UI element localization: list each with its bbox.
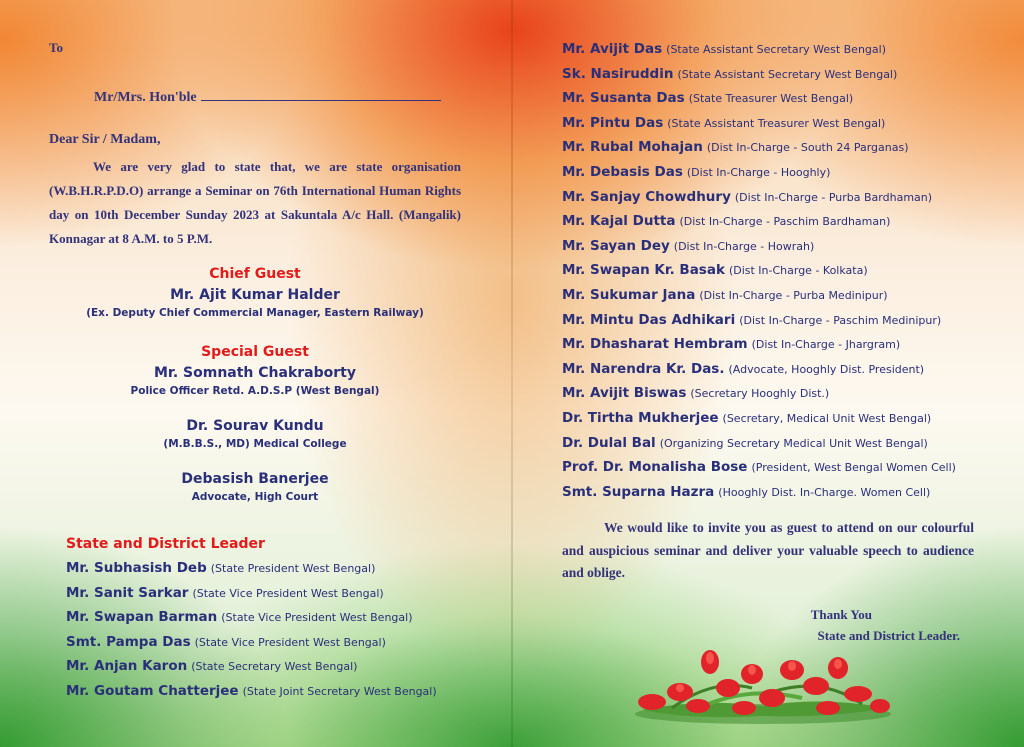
leader-name: Sk. Nasiruddin xyxy=(562,65,674,82)
leader-role: (State President West Bengal) xyxy=(210,562,376,575)
leader-role: (President, West Bengal Women Cell) xyxy=(751,461,956,475)
leader-role: (State Treasurer West Bengal) xyxy=(688,92,854,106)
leader-role: (Dist In-Charge - Hooghly) xyxy=(686,165,831,179)
leader-item xyxy=(562,138,956,163)
leaders-list-left xyxy=(66,559,437,707)
invitation-paragraph xyxy=(49,155,461,251)
special-guest-block xyxy=(60,344,450,503)
leader-role: (State Joint Secretary West Bengal) xyxy=(242,684,437,698)
salutation-prefix: Mr/Mrs. Hon'ble xyxy=(94,90,197,105)
closing-paragraph xyxy=(562,517,974,585)
leader-role: (Dist In-Charge - Howrah) xyxy=(673,239,815,253)
leader-name: Mr. Sanit Sarkar xyxy=(66,584,189,601)
leader-item xyxy=(562,483,956,508)
leader-role: (State Assistant Treasurer West Bengal) xyxy=(667,116,886,130)
closing-text: We would like to invite you as guest to attend on our colourful and auspicious seminar and deliver your valuable speech to audience and oblige. xyxy=(562,520,974,580)
leaders-list-right xyxy=(562,40,956,507)
leader-name: Mr. Sanjay Chowdhury xyxy=(562,188,731,205)
leader-role: (State Vice President West Bengal) xyxy=(192,586,384,600)
leader-item xyxy=(562,335,956,360)
leader-name: Mr. Mintu Das Adhikari xyxy=(562,311,736,328)
leader-item xyxy=(562,163,956,188)
leader-name: Mr. Sukumar Jana xyxy=(562,286,696,303)
leader-name: Smt. Pampa Das xyxy=(66,633,191,650)
leader-name: Mr. Narendra Kr. Das. xyxy=(562,360,725,377)
signoff: State and District Leader. xyxy=(817,628,960,643)
leader-role: (Secretary Hooghly Dist.) xyxy=(690,387,830,401)
leaders-heading: State and District Leader xyxy=(66,536,265,552)
leader-role: (Dist In-Charge - Jhargram) xyxy=(751,338,901,352)
leader-item xyxy=(562,65,956,90)
leader-role: (State Secretary West Bengal) xyxy=(191,660,358,674)
leader-item xyxy=(562,458,956,483)
leader-role: (Advocate, Hooghly Dist. President) xyxy=(728,362,925,376)
leader-name: Mr. Anjan Karon xyxy=(66,658,188,675)
leader-name: Mr. Swapan Barman xyxy=(66,609,218,626)
special-guest-detail: (M.B.B.S., MD) Medical College xyxy=(163,438,347,450)
leader-name: Mr. Susanta Das xyxy=(562,90,685,107)
special-guest-detail: Police Officer Retd. A.D.S.P (West Bengal) xyxy=(130,385,380,397)
chief-guest-heading: Chief Guest xyxy=(209,266,301,282)
leader-item xyxy=(562,409,956,434)
leader-item xyxy=(562,286,956,311)
special-guest-detail: Advocate, High Court xyxy=(191,491,319,503)
special-guest-name: Dr. Sourav Kundu xyxy=(186,418,324,434)
invitation-body: We are very glad to state that, we are state organisation (W.B.H.R.P.D.O) arrange a Seminar on 76th International Human Rights day on 10th December Sunday 2023 at Sakuntala A/c Hall. (Mangalik) Konnagar at 8 A.M. to 5 P.M. xyxy=(49,159,461,246)
leader-role: (State Assistant Secretary West Bengal) xyxy=(677,67,898,81)
special-guest-name: Debasish Banerjee xyxy=(181,471,329,487)
leader-item xyxy=(562,311,956,336)
tulip-bouquet-icon xyxy=(632,648,894,728)
greeting: Dear Sir / Madam, xyxy=(49,132,161,147)
leader-name: Smt. Suparna Hazra xyxy=(562,483,715,500)
leader-name: Mr. Kajal Dutta xyxy=(562,213,676,230)
leader-item xyxy=(66,657,437,682)
leader-name: Mr. Avijit Das xyxy=(562,41,663,57)
leader-item xyxy=(66,584,437,609)
salutation-line xyxy=(94,86,441,106)
leader-role: (State Assistant Secretary West Bengal) xyxy=(666,43,886,56)
leader-name: Mr. Subhasish Deb xyxy=(66,560,207,576)
leader-item xyxy=(66,633,437,658)
leader-item xyxy=(66,608,437,633)
leader-name: Mr. Pintu Das xyxy=(562,114,664,131)
leader-item xyxy=(562,384,956,409)
leader-role: (Dist In-Charge - Purba Bardhaman) xyxy=(734,190,933,204)
leader-name: Prof. Dr. Monalisha Bose xyxy=(562,459,748,476)
leader-name: Mr. Swapan Kr. Basak xyxy=(562,262,725,279)
leader-role: (Organizing Secretary Medical Unit West Bengal) xyxy=(659,436,928,450)
leader-item xyxy=(562,40,956,65)
leader-role: (Dist In-Charge - South 24 Parganas) xyxy=(706,141,909,155)
leader-name: Dr. Tirtha Mukherjee xyxy=(562,409,719,426)
leader-item xyxy=(66,559,437,584)
leader-item xyxy=(66,682,437,707)
chief-guest-block xyxy=(60,266,450,319)
leader-role: (Hooghly Dist. In-Charge. Women Cell) xyxy=(718,485,931,499)
thank-you: Thank You xyxy=(810,607,872,622)
leader-name: Mr. Rubal Mohajan xyxy=(562,139,703,156)
leader-item xyxy=(562,261,956,286)
leader-item xyxy=(562,212,956,237)
name-blank-line xyxy=(201,86,441,101)
leader-role: (State Vice President West Bengal) xyxy=(194,635,386,649)
center-fold xyxy=(511,0,513,747)
leader-role: (Dist In-Charge - Paschim Medinipur) xyxy=(739,313,942,327)
leader-item xyxy=(562,360,956,385)
leader-item xyxy=(562,114,956,139)
chief-guest-detail: (Ex. Deputy Chief Commercial Manager, Eastern Railway) xyxy=(86,307,424,319)
chief-guest-name: Mr. Ajit Kumar Halder xyxy=(170,287,340,303)
leader-name: Mr. Sayan Dey xyxy=(562,237,670,254)
special-guest-heading: Special Guest xyxy=(201,344,309,360)
leader-item xyxy=(562,89,956,114)
leader-role: (Secretary, Medical Unit West Bengal) xyxy=(722,411,932,425)
special-guest-name: Mr. Somnath Chakraborty xyxy=(154,365,356,381)
leader-role: (Dist In-Charge - Purba Medinipur) xyxy=(699,288,888,302)
leader-name: Mr. Avijit Biswas xyxy=(562,385,687,402)
to-label: To xyxy=(49,40,63,55)
leader-name: Mr. Dhasharat Hembram xyxy=(562,336,748,353)
leader-name: Mr. Goutam Chatterjee xyxy=(66,682,239,699)
leader-item xyxy=(562,188,956,213)
leader-item xyxy=(562,237,956,262)
leader-role: (State Vice President West Bengal) xyxy=(221,611,413,625)
leader-name: Mr. Debasis Das xyxy=(562,163,683,180)
leader-name: Dr. Dulal Bal xyxy=(562,434,656,451)
leader-item xyxy=(562,434,956,459)
leader-role: (Dist In-Charge - Kolkata) xyxy=(728,264,868,278)
leader-role: (Dist In-Charge - Paschim Bardhaman) xyxy=(679,215,891,229)
